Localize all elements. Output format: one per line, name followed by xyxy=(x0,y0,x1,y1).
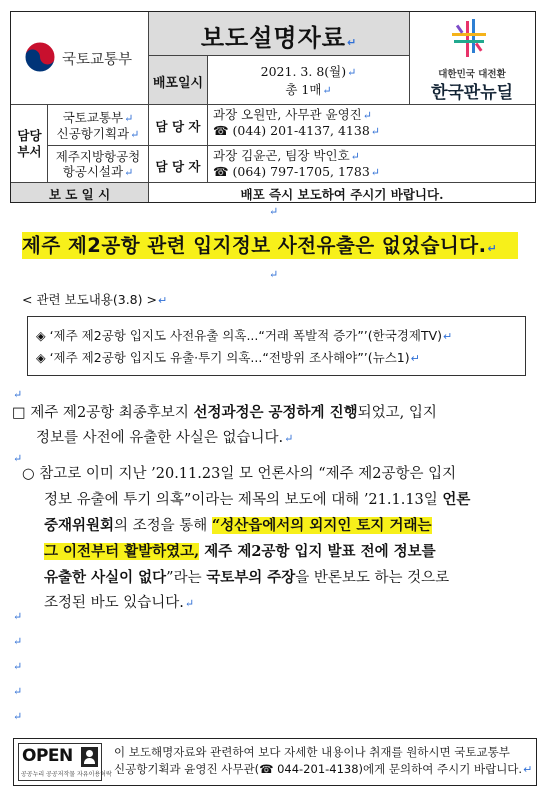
dept-line2: 항공시설과 xyxy=(62,164,124,179)
related-heading: < 관련 보도내용(3.8) >↵ xyxy=(22,292,168,307)
circle-bullet-icon: ○ xyxy=(22,466,35,482)
headline: 제주 제2공항 관련 입지정보 사전유출은 없었습니다.↵ xyxy=(22,228,522,258)
brand-bottom: 한국판뉴딜 xyxy=(430,83,514,103)
text: 제주 제2공항 최종후보지 xyxy=(30,405,194,421)
text: ”라는 xyxy=(166,570,207,586)
release-label-cell xyxy=(149,56,207,104)
report-label-cell xyxy=(11,183,148,202)
text: 참고로 이미 지난 ’20.11.23일 모 언론사의 “제주 제2공항은 입지 xyxy=(39,466,457,482)
sub-point: ○ 참고로 이미 지난 ’20.11.23일 모 언론사의 “제주 제2공항은 입지 정보 유출에 투기 의혹”이라는 제목의 보도에 대해 ’21.1.13일 언론 중재위원회의 조정을 통해 “성산읍에서의 외지인 토지 거래는 그 이전부터 활발하였고, 제주 제2공항 입지 발표 전에 정보를 유출한 사실이 없다”라는 국토부의 주장을 반론보도 하는 것으로 조정된 바도 있습니다.↵ xyxy=(22,466,471,611)
contact-names: 과장 오원만, 사무관 윤영진 xyxy=(213,107,362,122)
open-badge-subtext: 공공누리 공공저작물 자유이용허락 xyxy=(21,771,112,778)
header-table xyxy=(10,11,536,203)
empty-paragraphs: ↵ ↵ ↵ ↵ ↵ xyxy=(13,610,23,723)
text-highlight: 그 이전부터 활발하였고, xyxy=(44,543,200,560)
brand-top: 대한민국 대전환 xyxy=(438,69,506,80)
dept-line2: 신공항기획과 xyxy=(56,126,130,141)
text-bold: 국토부의 주장 xyxy=(206,569,296,586)
open-license-badge xyxy=(18,743,112,781)
person-icon xyxy=(81,747,98,767)
text: 조정된 바도 있습니다. xyxy=(44,595,184,611)
related-item: ◈ ‘제주 제2공항 입지도 사전유출 의혹...“거래 폭발적 증가”’(한국경제TV) xyxy=(36,328,443,343)
text-bold: 중재위원회 xyxy=(44,517,115,534)
release-pages: 총 1매 xyxy=(285,82,322,97)
title-cell: 보도설명자료↵ xyxy=(149,12,409,55)
release-label: 배포일시 xyxy=(152,76,204,91)
contact-row-1-role xyxy=(149,105,207,145)
ministry-name: 국토교통부 xyxy=(62,52,133,68)
text-bold: 언론 xyxy=(442,491,471,508)
headline-text: 제주 제2공항 관련 입지정보 사전유출은 없었습니다. xyxy=(22,234,487,257)
text: 을 반론보도 하는 것으로 xyxy=(295,570,450,586)
report-value-cell xyxy=(149,183,535,202)
release-date: 2021. 3. 8(월) xyxy=(260,64,347,79)
text-highlight: “성산읍에서의 외지인 토지 거래는 xyxy=(211,517,432,534)
role-label: 담 당 자 xyxy=(155,119,201,134)
ministry-logo xyxy=(23,38,147,78)
text: 되었고, 입지 xyxy=(357,405,437,421)
dept-line1: 제주지방항공청 xyxy=(55,149,141,164)
text-bold: 선정과정은 공정하게 진행 xyxy=(193,404,358,421)
role-label: 담 당 자 xyxy=(155,159,201,174)
related-box: ◈ ‘제주 제2공항 입지도 사전유출 의혹...“거래 폭발적 증가”’(한국경제TV)↵ ◈ ‘제주 제2공항 입지도 유출·투기 의혹...“전방위 조사해야”’(뉴스1)↵ xyxy=(27,316,526,376)
dept-line1: 국토교통부 xyxy=(62,110,124,125)
contact-row-2-dept: 제주지방항공청 항공시설과↵ xyxy=(55,149,141,179)
contact-row-1-info: 과장 오원만, 사무관 윤영진↵ ☎ (044) 201-4137, 4138↵ xyxy=(213,107,380,138)
contact-section-label: 담당 부서 xyxy=(17,128,42,159)
footer-text: 이 보도해명자료와 관련하여 보다 자세한 내용이나 취재를 원하시면 국토교통부 신공항기획과 윤영진 사무관(☎ 044-201-4138)에게 문의하여 주시기 바랍니다.↵ xyxy=(114,745,533,776)
new-deal-mark-icon xyxy=(452,19,486,59)
text: 의 조정을 통해 xyxy=(114,518,212,534)
doc-title: 보도설명자료 xyxy=(200,24,346,52)
footer-line: 신공항기획과 윤영진 사무관(☎ 044-201-4138)에게 문의하여 주시기 바랍니다. xyxy=(114,762,523,776)
contact-names: 과장 김윤곤, 팀장 박인호 xyxy=(213,148,350,163)
release-info: 2021. 3. 8(월)↵ 총 1매↵ xyxy=(260,64,357,97)
square-bullet-icon: □ xyxy=(12,405,26,421)
text-bold: 제주 제2공항 입지 발표 전에 정보를 xyxy=(199,543,436,560)
contact-phone: ☎ (044) 201-4137, 4138 xyxy=(213,123,370,138)
contact-phone: ☎ (064) 797-1705, 1783 xyxy=(213,164,370,179)
report-value: 배포 즉시 보도하여 주시기 바랍니다. xyxy=(240,187,444,202)
text: 정보를 사전에 유출한 사실은 없습니다. xyxy=(36,430,284,446)
main-point: □ 제주 제2공항 최종후보지 선정과정은 공정하게 진행되었고, 입지 정보를 사전에 유출한 사실은 없습니다.↵ xyxy=(12,404,437,446)
contact-row-1-dept: 국토교통부↵ 신공항기획과↵ xyxy=(56,110,140,141)
new-deal-logo xyxy=(411,16,533,102)
footer-box xyxy=(13,738,537,786)
contact-row-2-role xyxy=(149,146,207,182)
footer-line: 이 보도해명자료와 관련하여 보다 자세한 내용이나 취재를 원하시면 국토교통부 xyxy=(114,745,510,759)
taegeuk-emblem-icon xyxy=(23,40,57,74)
text: 정보 유출에 투기 의혹”이라는 제목의 보도에 대해 ’21.1.13일 xyxy=(44,492,443,508)
text-bold: 유출한 사실이 없다 xyxy=(44,569,167,586)
report-label: 보 도 일 시 xyxy=(48,187,111,202)
contact-row-2-info: 과장 김윤곤, 팀장 박인호↵ ☎ (064) 797-1705, 1783↵ xyxy=(213,148,380,179)
related-heading-text: < 관련 보도내용(3.8) > xyxy=(22,292,157,307)
open-badge-text: OPEN xyxy=(22,746,73,766)
related-item: ◈ ‘제주 제2공항 입지도 유출·투기 의혹...“전방위 조사해야”’(뉴스1) xyxy=(36,350,410,365)
